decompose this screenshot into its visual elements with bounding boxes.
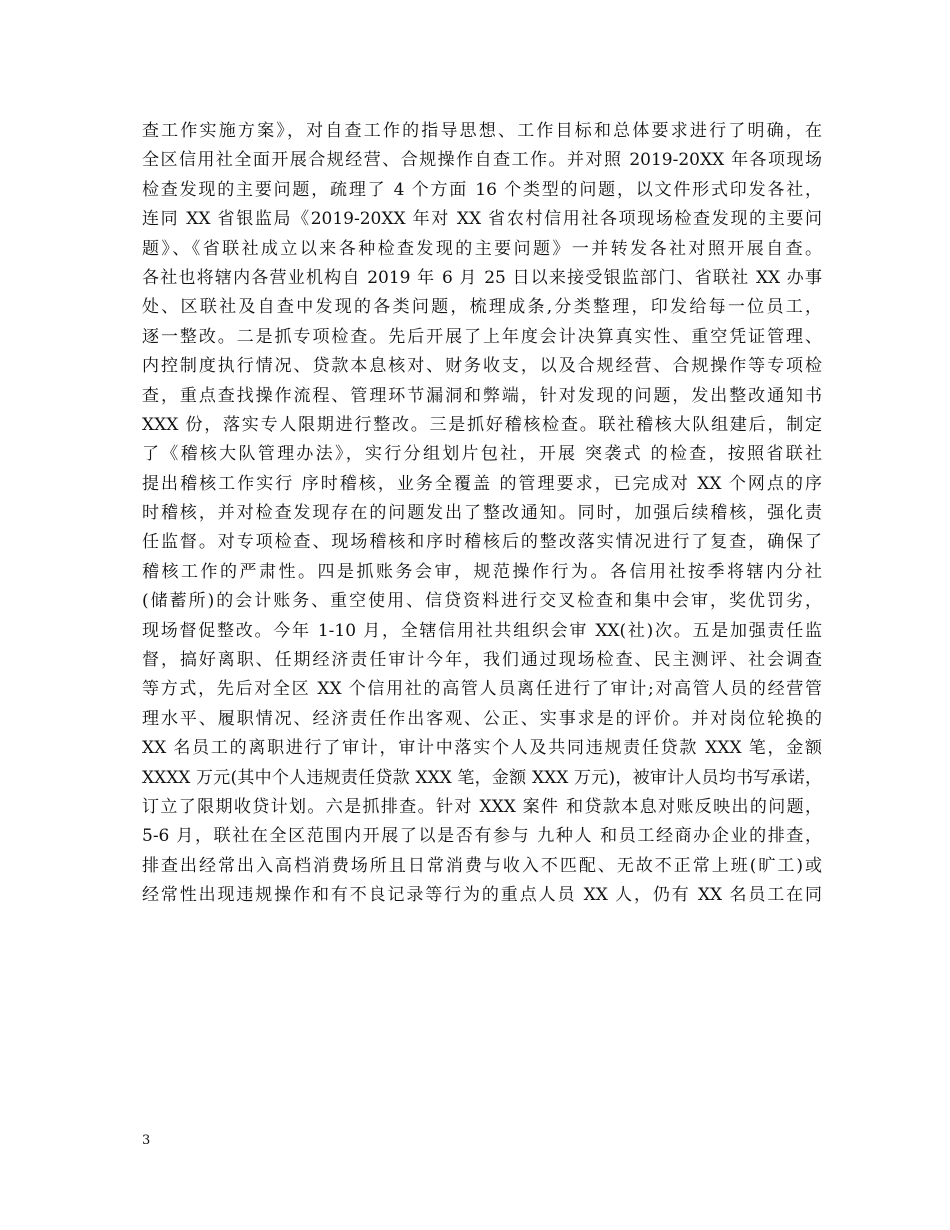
- text-line: 提出稽核工作实行 序时稽核，业务全覆盖 的管理要求，已完成对 XX 个网点的序: [142, 473, 822, 494]
- text-line: 了《稽核大队管理办法》，实行分组划片包社，开展 突袭式 的检查，按照省联社: [142, 444, 822, 465]
- text-line: 全区信用社全面开展合规经营、合规操作自查工作。并对照 2019-20XX 年各项现场: [142, 150, 822, 171]
- body-text: [142, 117, 822, 911]
- text-line: 任监督。对专项检查、现场稽核和序时稽核后的整改落实情况进行了复查，确保了: [142, 532, 822, 553]
- text-line: 现场督促整改。今年 1-10 月，全辖信用社共组织会审 XX(社)次。五是加强责任监: [142, 620, 822, 641]
- text-line: 查工作实施方案》，对自查工作的指导思想、工作目标和总体要求进行了明确，在: [142, 121, 822, 141]
- text-line: 查，重点查找操作流程、管理环节漏洞和弊端，针对发现的问题，发出整改通知书: [142, 385, 822, 406]
- text-line: 连同 XX 省银监局《2019-20XX 年对 XX 省农村信用社各项现场检查发现的主要问: [142, 209, 822, 230]
- text-line: XX 名员工的离职进行了审计，审计中落实个人及共同违规责任贷款 XXX 笔，金额: [142, 738, 822, 759]
- text-line: 内控制度执行情况、贷款本息核对、财务收支，以及合规经营、合规操作等专项检: [142, 356, 822, 377]
- text-line: 稽核工作的严肃性。四是抓账务会审，规范操作行为。各信用社按季将辖内分社: [142, 561, 822, 582]
- text-line: 题》、《省联社成立以来各种检查发现的主要问题》一并转发各社对照开展自查。: [142, 238, 822, 259]
- text-line: 等方式，先后对全区 XX 个信用社的高管人员离任进行了审计;对高管人员的经营管: [142, 679, 822, 700]
- text-line: 处、区联社及自查中发现的各类问题，梳理成条,分类整理，印发给每一位员工，: [142, 297, 822, 318]
- text-line: 排查出经常出入高档消费场所且日常消费与收入不匹配、无故不正常上班(旷工)或: [142, 855, 822, 876]
- page-number: 3: [142, 1133, 151, 1148]
- text-line: 5-6 月，联社在全区范围内开展了以是否有参与 九种人 和员工经商办企业的排查，: [142, 826, 822, 847]
- text-line: 逐一整改。二是抓专项检查。先后开展了上年度会计决算真实性、重空凭证管理、: [142, 326, 822, 347]
- text-line: (储蓄所)的会计账务、重空使用、信贷资料进行交叉检查和集中会审，奖优罚劣，: [142, 591, 822, 612]
- text-line: XXXX 万元(其中个人违规责任贷款 XXX 笔，金额 XXX 万元)，被审计人员均书写承诺，: [142, 767, 822, 788]
- text-line: 督，搞好离职、任期经济责任审计今年，我们通过现场检查、民主测评、社会调查: [142, 650, 822, 671]
- text-line: XXX 份，落实专人限期进行整改。三是抓好稽核检查。联社稽核大队组建后，制定: [142, 414, 822, 435]
- text-line: 经常性出现违规操作和有不良记录等行为的重点人员 XX 人，仍有 XX 名员工在同: [142, 885, 822, 906]
- text-line: 订立了限期收贷计划。六是抓排查。针对 XXX 案件 和贷款本息对账反映出的问题，: [142, 796, 822, 817]
- text-line: 各社也将辖内各营业机构自 2019 年 6 月 25 日以来接受银监部门、省联社 XX 办事: [142, 267, 822, 288]
- text-line: 检查发现的主要问题，疏理了 4 个方面 16 个类型的问题，以文件形式印发各社，: [142, 179, 822, 200]
- text-line: 时稽核，并对检查发现存在的问题发出了整改通知。同时，加强后续稽核，强化责: [142, 503, 822, 524]
- text-line: 理水平、履职情况、经济责任作出客观、公正、实事求是的评价。并对岗位轮换的: [142, 708, 822, 729]
